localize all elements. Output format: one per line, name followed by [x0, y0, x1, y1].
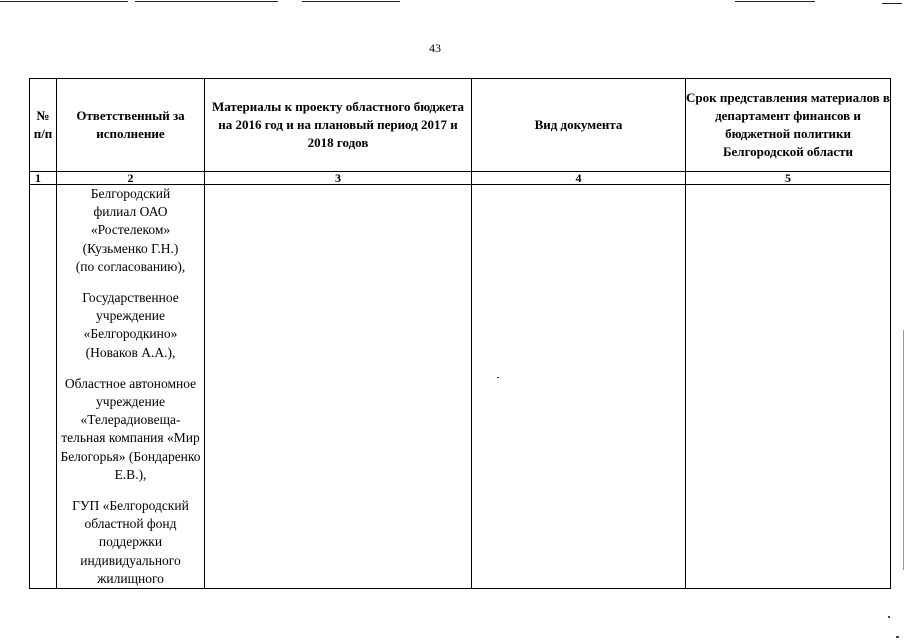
- table-row: [30, 185, 891, 589]
- header-responsible: Ответственный за исполнение: [57, 79, 205, 172]
- header-number: № п/п: [30, 79, 57, 172]
- column-number-row: [30, 172, 891, 185]
- responsible-cell: [57, 185, 205, 589]
- scan-speck: [888, 616, 890, 618]
- materials-table: [29, 78, 891, 589]
- scan-edge-line: [0, 1, 128, 2]
- scan-edge-line: [882, 3, 902, 4]
- responsible-entry: ГУП «Белгородский областной фонд поддержки индивидуального жилищного: [72, 498, 189, 586]
- materials-cell: [205, 185, 472, 589]
- header-materials: Материалы к проекту областного бюджета на 2016 год и на плановый период 2017 и 2018 годов: [205, 79, 472, 172]
- column-number: 2: [57, 172, 205, 185]
- scan-edge-line: [135, 1, 278, 2]
- scan-edge-line: [735, 1, 815, 2]
- scan-edge-line: [302, 1, 400, 2]
- scan-speck: [497, 377, 499, 378]
- header-deadline: Срок представления материалов в департамент финансов и бюджетной политики Белгородской области: [686, 79, 891, 172]
- document-type-cell: [472, 185, 686, 589]
- column-number: 3: [205, 172, 472, 185]
- header-row: [30, 79, 891, 172]
- page-number: 43: [429, 41, 441, 55]
- column-number: 4: [472, 172, 686, 185]
- scan-speck: [896, 636, 899, 638]
- column-number: 1: [30, 172, 57, 185]
- responsible-entry: Областное автономное учреждение «Телерадиовеща-тельная компания «Мир Белогорья» (Бондаренко Е.В.),: [60, 375, 201, 482]
- responsible-entry: Белгородский филиал ОАО «Ростелеком» (Кузьменко Г.Н.) (по согласованию),: [75, 186, 186, 274]
- header-document-type: Вид документа: [472, 79, 686, 172]
- column-number: 5: [686, 172, 891, 185]
- deadline-cell: [686, 185, 891, 589]
- scan-edge-line: [903, 330, 904, 570]
- responsible-entry: Государственное учреждение «Белгородкино» (Новаков А.А.),: [82, 290, 179, 360]
- row-number-cell: [30, 185, 57, 589]
